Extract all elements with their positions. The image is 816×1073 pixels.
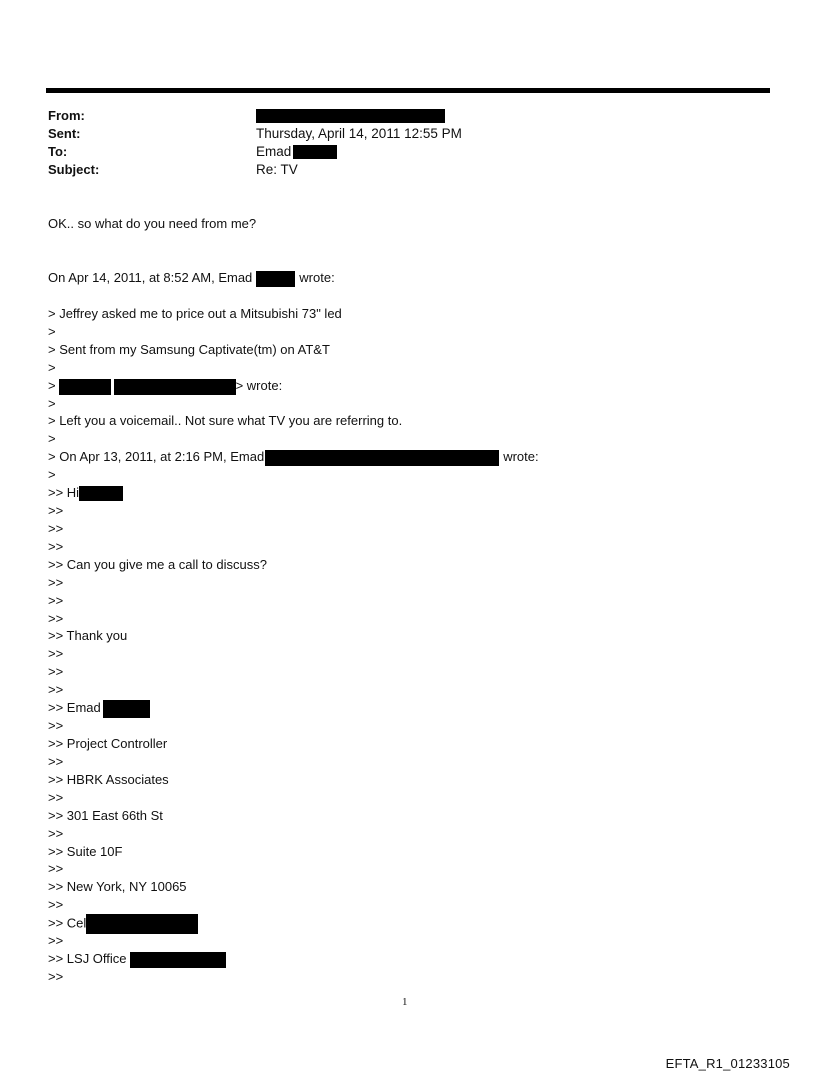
quote-intro-text: > On Apr 13, 2011, at 2:16 PM, Emad bbox=[48, 449, 265, 464]
quoted-line: >> bbox=[48, 611, 64, 626]
quoted-line: > bbox=[48, 467, 56, 482]
redaction-box bbox=[130, 952, 226, 968]
quoted-line: >> bbox=[48, 521, 64, 536]
to-value bbox=[256, 143, 337, 161]
redaction-box bbox=[103, 700, 150, 718]
reply-text: OK.. so what do you need from me? bbox=[48, 216, 257, 231]
greeting: >> Hi bbox=[48, 485, 80, 500]
quoted-line: >> bbox=[48, 790, 64, 805]
sent-label: Sent: bbox=[48, 126, 81, 141]
quoted-line: > bbox=[48, 324, 56, 339]
quoted-line: > bbox=[48, 360, 56, 375]
redaction-box bbox=[86, 914, 198, 934]
header-rule bbox=[46, 88, 770, 93]
cell-label: >> Cel bbox=[48, 915, 87, 931]
quoted-line: > Jeffrey asked me to price out a Mitsubishi 73" led bbox=[48, 306, 342, 321]
redaction-box bbox=[256, 271, 295, 287]
subject-label: Subject: bbox=[48, 162, 100, 177]
quoted-line: > bbox=[48, 431, 56, 446]
redaction-box bbox=[256, 109, 445, 123]
quoted-line bbox=[48, 914, 198, 934]
subject-value: Re: TV bbox=[256, 162, 298, 177]
quoted-line: >> New York, NY 10065 bbox=[48, 879, 187, 894]
quoted-line bbox=[48, 950, 226, 968]
quoted-line: >> bbox=[48, 503, 64, 518]
redaction-box bbox=[293, 145, 337, 159]
quote-intro-text: On Apr 14, 2011, at 8:52 AM, Emad bbox=[48, 270, 253, 285]
quoted-line bbox=[48, 448, 539, 466]
quoted-line: >> bbox=[48, 933, 64, 948]
quote-intro-wrote: wrote: bbox=[299, 270, 335, 285]
quoted-line: > Sent from my Samsung Captivate(tm) on AT&T bbox=[48, 342, 330, 357]
quoted-line: >> bbox=[48, 861, 64, 876]
to-name: Emad bbox=[256, 144, 292, 159]
quoted-line bbox=[48, 484, 123, 502]
quoted-line: >> bbox=[48, 575, 64, 590]
quote-marker: > bbox=[48, 378, 56, 393]
document-id: EFTA_R1_01233105 bbox=[665, 1056, 790, 1071]
from-value bbox=[256, 107, 445, 125]
to-label: To: bbox=[48, 144, 68, 159]
redaction-box bbox=[265, 450, 499, 466]
quoted-line: >> Project Controller bbox=[48, 736, 168, 751]
quoted-line: >> 301 East 66th St bbox=[48, 808, 163, 823]
quoted-line: >> bbox=[48, 754, 64, 769]
quoted-line: > Left you a voicemail.. Not sure what TV you are referring to. bbox=[48, 413, 403, 428]
page-number: 1 bbox=[402, 996, 408, 1008]
sent-value: Thursday, April 14, 2011 12:55 PM bbox=[256, 126, 462, 141]
quoted-line: >> bbox=[48, 593, 64, 608]
quote-wrote: wrote: bbox=[503, 449, 539, 464]
redaction-box bbox=[79, 486, 123, 501]
office-label: >> LSJ Office bbox=[48, 951, 127, 966]
quoted-line: >> bbox=[48, 682, 64, 697]
redaction-box bbox=[114, 379, 236, 395]
quote-wrote: > wrote: bbox=[235, 378, 283, 393]
quoted-line bbox=[48, 377, 282, 395]
from-label: From: bbox=[48, 108, 85, 123]
quoted-line bbox=[48, 699, 150, 718]
quoted-line: >> bbox=[48, 539, 64, 554]
quoted-line: >> bbox=[48, 897, 64, 912]
quoted-line: >> Can you give me a call to discuss? bbox=[48, 557, 267, 572]
quoted-line: >> bbox=[48, 969, 64, 984]
quote-intro bbox=[48, 269, 335, 287]
quoted-line: >> HBRK Associates bbox=[48, 772, 169, 787]
redaction-box bbox=[59, 379, 111, 395]
quoted-line: >> Thank you bbox=[48, 628, 128, 643]
signature-name: >> Emad bbox=[48, 700, 101, 715]
quoted-line: >> bbox=[48, 664, 64, 679]
quoted-line: >> bbox=[48, 826, 64, 841]
quoted-line: >> Suite 10F bbox=[48, 844, 123, 859]
quoted-line: >> bbox=[48, 646, 64, 661]
quoted-line: >> bbox=[48, 718, 64, 733]
quoted-line: > bbox=[48, 396, 56, 411]
